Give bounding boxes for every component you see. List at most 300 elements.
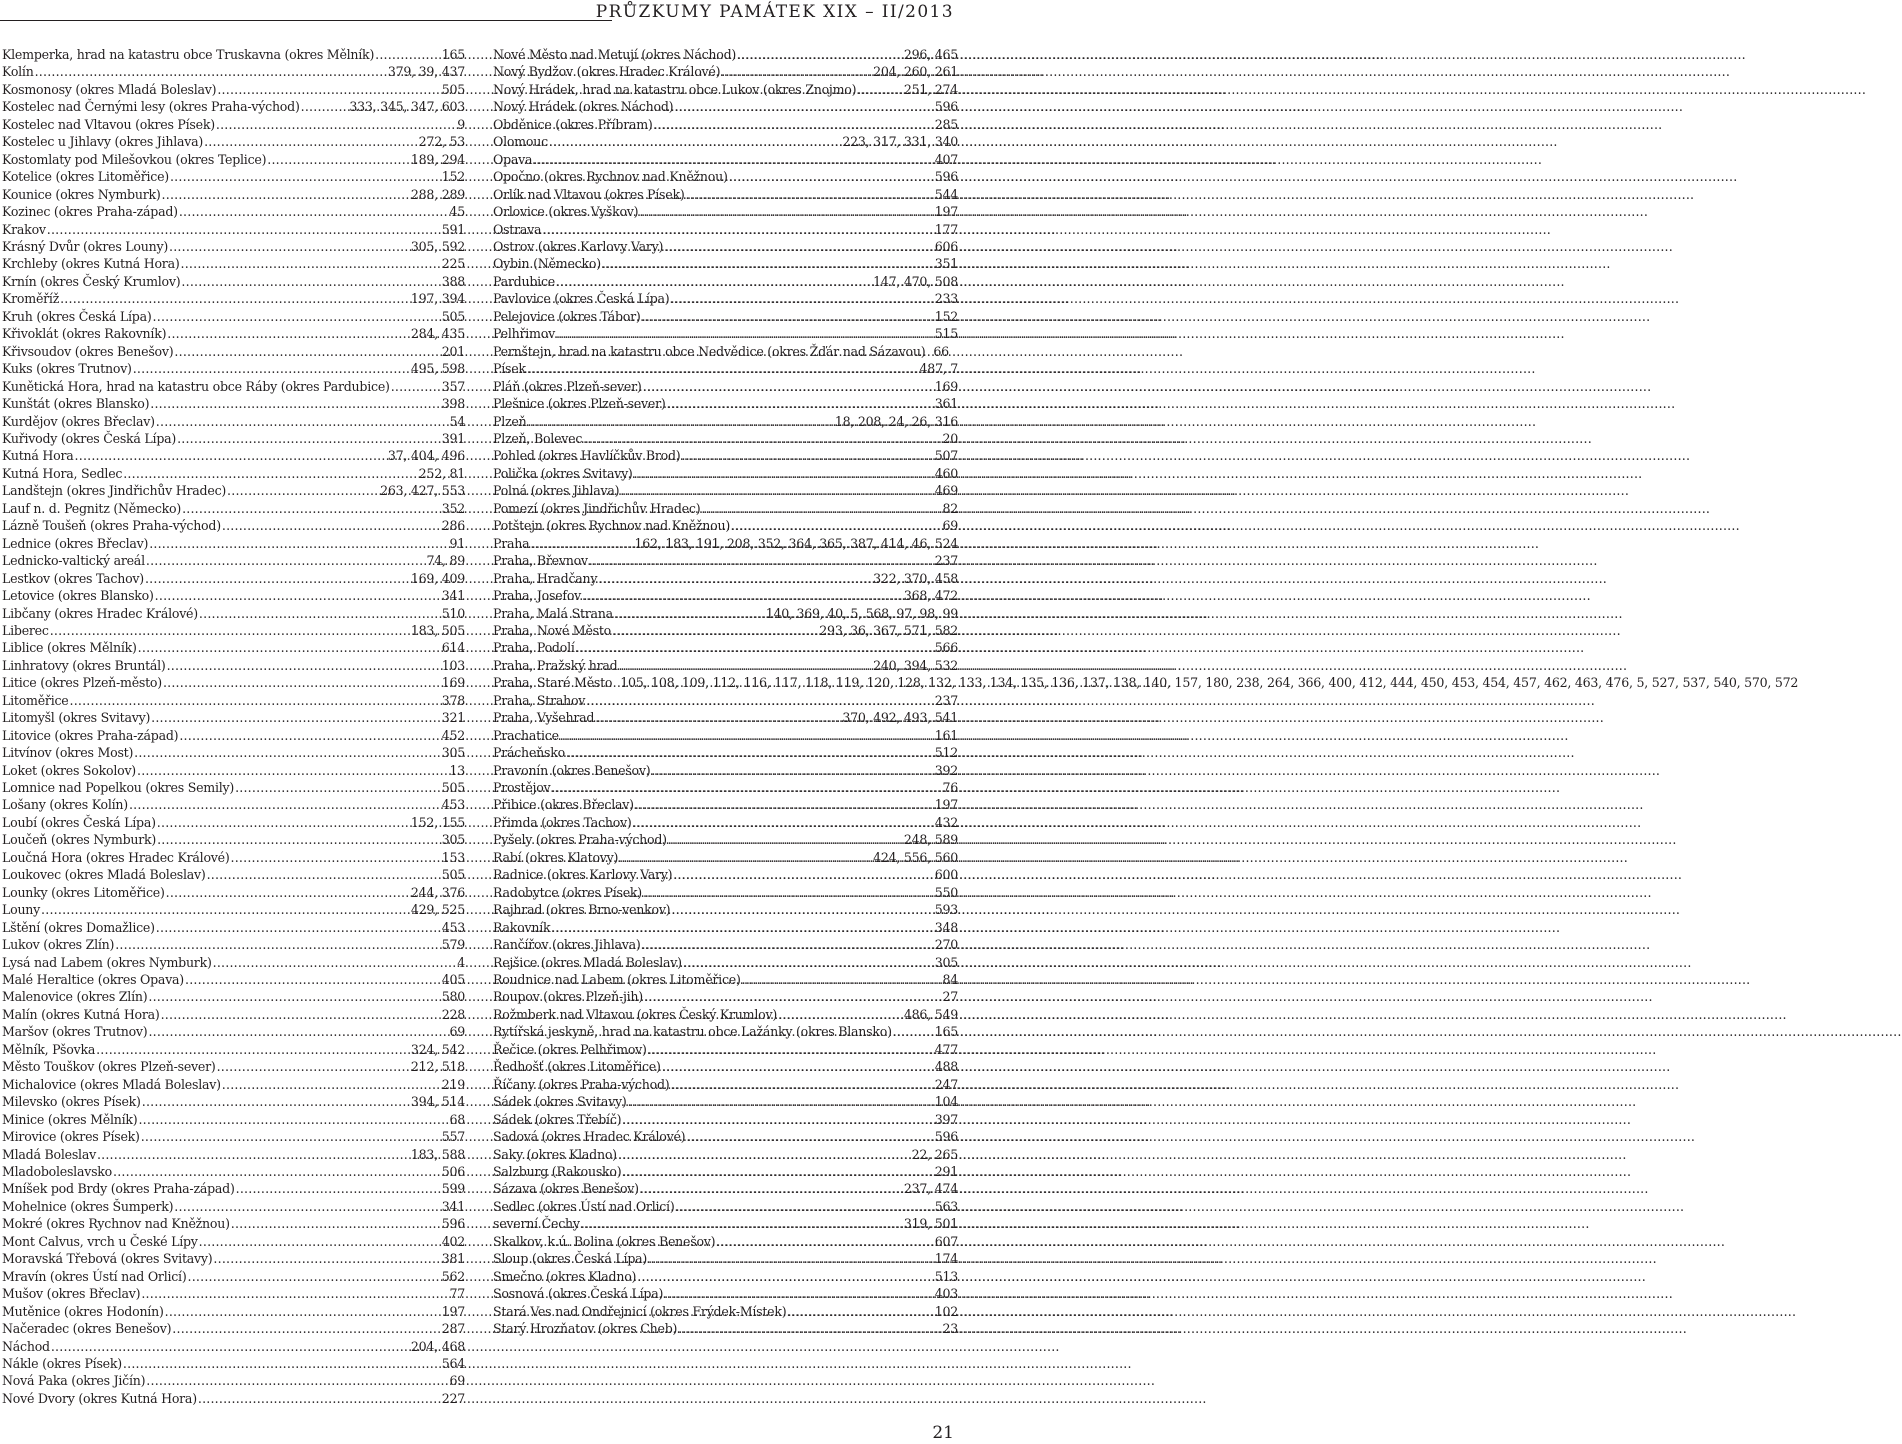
dot-leader (683, 954, 934, 971)
place-name: Rožmberk nad Vltavou (okres Český Krumlov) (493, 1006, 777, 1022)
place-name: Přibice (okres Břeclav) (493, 797, 634, 813)
dot-leader (115, 936, 441, 953)
place-name: Sádek (okres Třebíč) (493, 1111, 622, 1127)
index-entry (2, 308, 465, 325)
page-references: 165 (934, 1024, 958, 1040)
place-name: Saky (okres Kladno) (493, 1146, 617, 1162)
index-entry (493, 674, 1799, 691)
dot-leader (179, 203, 449, 220)
place-name: Kruh (okres Česká Lípa) (2, 308, 152, 324)
place-name: Nová Paka (okres Jičín) (2, 1373, 146, 1389)
place-name: Plzeň (493, 413, 527, 429)
index-entry (2, 762, 465, 779)
index-entry (493, 762, 958, 779)
dot-leader (137, 762, 448, 779)
dot-leader (123, 465, 417, 482)
page-references: 487, 7 (919, 361, 958, 377)
index-entry (2, 535, 465, 552)
place-name: Liblice (okres Mělník) (2, 640, 137, 656)
index-entry (493, 1076, 958, 1093)
place-name: Lázně Toušeň (okres Praha-východ) (2, 518, 221, 534)
dot-leader (640, 1180, 903, 1197)
page-references: 169 (441, 675, 465, 691)
dot-leader (619, 849, 872, 866)
place-name: Liberec (2, 622, 49, 638)
place-name: Kounice (okres Nymburk) (2, 186, 161, 202)
place-name: Rejšice (okres Mladá Boleslav) (493, 954, 682, 970)
page-references: 105, 108, 109, 112, 116, 117, 118, 119, 120, 128, 132, 133, 134, 135, 136, 137, 138, 140, 157, 180, 238, 264, 366, 400, 412, 444, 450, 453, 454, 457, 462, 463, 476, 5, 527, 537, 540, 570, 572 (620, 675, 1799, 691)
index-entry (2, 1233, 465, 1250)
page-references: 9 (457, 116, 465, 132)
place-name: Rakovník (493, 919, 551, 935)
dot-leader (556, 325, 934, 342)
index-entry (493, 779, 958, 796)
page-references: 564 (441, 1355, 465, 1371)
page-references: 305 (441, 832, 465, 848)
place-name: Mladoboleslavsko (2, 1164, 112, 1179)
index-entry (493, 814, 958, 831)
place-name: Lestkov (okres Tachov) (2, 570, 144, 586)
page-references: 147, 470, 508 (873, 273, 958, 289)
place-name: Sosnová (okres Česká Lípa) (493, 1286, 664, 1302)
dot-leader (778, 1006, 903, 1023)
page-references: 204, 260, 261 (873, 64, 958, 80)
page-references: 351 (934, 256, 958, 272)
place-name: Letovice (okres Blansko) (2, 588, 154, 604)
dot-leader (199, 1233, 441, 1250)
index-entry (2, 1146, 465, 1163)
index-entry (493, 570, 958, 587)
dot-leader (662, 1058, 934, 1075)
index-entry (2, 1128, 465, 1145)
dot-leader (153, 308, 441, 325)
place-name: Kolín (2, 64, 34, 80)
dot-leader (742, 971, 942, 988)
page-references: 183, 588 (410, 1146, 465, 1162)
place-name: Moravská Třebová (okres Svitavy) (2, 1251, 213, 1267)
page-references: 505 (441, 81, 465, 97)
index-entry (2, 1372, 465, 1389)
page-references: 284, 435 (410, 326, 465, 342)
dot-leader (216, 116, 456, 133)
place-name: Načeradec (okres Benešov) (2, 1321, 172, 1337)
place-name: Praha, Vyšehrad (493, 710, 595, 726)
index-entry (2, 1320, 465, 1337)
page-references: 76 (942, 780, 958, 796)
place-name: Kozinec (okres Praha-západ) (2, 204, 178, 220)
dot-leader (149, 535, 448, 552)
dot-leader (96, 1041, 410, 1058)
page-references: 398 (441, 396, 465, 412)
index-entry (493, 273, 958, 290)
page-references: 153 (441, 849, 465, 865)
place-name: Nový Hrádek, hrad na katastru obce Lukov (okres Znojmo) (493, 81, 857, 97)
index-entry (493, 168, 958, 185)
page-references: 305 (934, 954, 958, 970)
page-references: 20 (942, 430, 958, 446)
index-entry (2, 605, 465, 622)
dot-leader (678, 1320, 941, 1337)
place-name: Plešnice (okres Plzeň-sever) (493, 396, 666, 412)
page-references: 162, 183, 191, 208, 352, 364, 365, 387, 414, 46, 524 (634, 535, 958, 551)
place-name: Praha, Staré Město (493, 675, 613, 691)
index-entry (493, 98, 958, 115)
index-entry (2, 1076, 465, 1093)
place-name: Kostelec nad Černými lesy (okres Praha-východ) (2, 99, 300, 115)
place-name: Praha, Malá Strana (493, 605, 613, 621)
dot-leader (628, 1093, 934, 1110)
page-references: 407 (934, 151, 958, 167)
dot-leader (530, 535, 633, 552)
index-entry (493, 1180, 958, 1197)
dot-leader (527, 413, 833, 430)
page-references: 341 (441, 1198, 465, 1214)
page-references: 381 (441, 1251, 465, 1267)
index-entry (493, 936, 958, 953)
place-name: Kostomlaty pod Milešovkou (okres Teplice) (2, 151, 267, 167)
page-references: 287 (441, 1321, 465, 1337)
index-entry (2, 866, 465, 883)
index-entry (493, 1320, 958, 1337)
index-entry (493, 884, 958, 901)
page-references: 68 (449, 1111, 465, 1127)
index-entry (2, 831, 465, 848)
place-name: Pravonín (okres Benešov) (493, 762, 651, 778)
page-references: 169 (934, 378, 958, 394)
dot-leader (576, 639, 934, 656)
place-name: Kostelec nad Vltavou (okres Písek) (2, 116, 215, 132)
index-entry (2, 814, 465, 831)
page-references: 319, 501 (903, 1216, 958, 1232)
page-references: 272, 53 (418, 134, 465, 150)
dot-leader (560, 727, 934, 744)
place-name: Rajhrad (okres Brno-venkov) (493, 902, 671, 918)
index-column-right (493, 46, 1799, 1338)
index-entry (493, 151, 958, 168)
page-references: 270 (934, 937, 958, 953)
index-entry (493, 186, 958, 203)
page-references: 204, 468 (410, 1338, 465, 1354)
dot-leader (643, 884, 934, 901)
index-entry (493, 1215, 958, 1232)
place-name: Praha, Strahov (493, 692, 586, 708)
place-name: Pomezí (okres Jindřichův Hradec) (493, 500, 701, 516)
dot-leader (667, 395, 934, 412)
index-entry (2, 1180, 465, 1197)
place-name: Roupov (okres Plzeň-jih) (493, 989, 643, 1005)
dot-leader (217, 81, 440, 98)
index-entry (493, 500, 958, 517)
place-name: Plzeň, Bolevec (493, 430, 583, 446)
page-references: 352 (441, 500, 465, 516)
place-name: Kosmonosy (okres Mladá Boleslav) (2, 81, 217, 97)
index-entry (493, 849, 958, 866)
place-name: Praha, Podolí (493, 640, 575, 656)
page-references: 165 (441, 47, 465, 62)
index-entry (2, 447, 465, 464)
place-name: severní Čechy (493, 1216, 580, 1232)
index-entry (493, 1303, 958, 1320)
page-references: 152 (934, 308, 958, 324)
page-references: 394, 514 (410, 1094, 465, 1110)
index-entry (2, 116, 465, 133)
place-name: Loket (okres Sokolov) (2, 762, 136, 778)
index-entry (2, 971, 465, 988)
index-entry (2, 413, 465, 430)
journal-title: PRŮZKUMY PAMÁTEK XIX – II/2013 (595, 2, 954, 22)
index-entry (493, 605, 958, 622)
index-entry (2, 430, 465, 447)
page-references: 84 (942, 972, 958, 988)
place-name: Lomnice nad Popelkou (okres Semily) (2, 780, 235, 796)
page-references: 505 (441, 308, 465, 324)
index-entry (493, 413, 958, 430)
place-name: Lednice (okres Břeclav) (2, 535, 149, 551)
index-entry (493, 63, 958, 80)
index-entry (493, 1058, 958, 1075)
place-name: Ředhošť (okres Litoměřice) (493, 1059, 661, 1075)
index-entry (493, 447, 958, 464)
place-name: Mušov (okres Břeclav) (2, 1286, 141, 1302)
dot-leader (375, 46, 441, 63)
page-references: 391 (441, 430, 465, 446)
dot-leader (267, 151, 410, 168)
page-references: 177 (934, 221, 958, 237)
dot-leader (620, 482, 933, 499)
page-references: 189, 294 (410, 151, 465, 167)
dot-leader (639, 203, 933, 220)
page-references: 69 (942, 518, 958, 534)
dot-leader (157, 814, 410, 831)
place-name: Kuřivody (okres Česká Lípa) (2, 430, 177, 446)
place-name: Malenovice (okres Zlín) (2, 989, 148, 1005)
dot-leader (670, 1076, 933, 1093)
dot-leader (134, 744, 441, 761)
place-name: Mělník, Pšovka (2, 1041, 96, 1057)
page-references: 378 (441, 692, 465, 708)
place-name: Pelejovice (okres Tábor) (493, 308, 641, 324)
page-references: 403 (934, 1286, 958, 1302)
dot-leader (172, 1320, 440, 1337)
page-references: 247 (934, 1076, 958, 1092)
page-references: 453 (441, 919, 465, 935)
index-entry (2, 570, 465, 587)
place-name: Litvínov (okres Most) (2, 745, 134, 761)
dot-leader (174, 343, 440, 360)
index-entry (2, 186, 465, 203)
page-references: 252, 81 (418, 465, 465, 481)
place-name: Nový Hrádek (okres Náchod) (493, 99, 674, 115)
place-name: Praha (493, 535, 530, 551)
dot-leader (213, 1250, 440, 1267)
place-name: Sázava (okres Benešov) (493, 1181, 639, 1197)
page-references: 606 (934, 238, 958, 254)
page-references: 566 (934, 640, 958, 656)
place-name: Opočno (okres Rychnov nad Kněžnou) (493, 169, 728, 185)
place-name: Klemperka, hrad na katastru obce Truskavna (okres Mělník) (2, 47, 375, 62)
index-entry (493, 1041, 958, 1058)
index-entry (2, 1250, 465, 1267)
page-references: 432 (934, 814, 958, 830)
index-entry (2, 901, 465, 918)
dot-leader (185, 971, 441, 988)
index-entry (2, 203, 465, 220)
page-references: 505 (441, 867, 465, 883)
place-name: Písek (493, 361, 526, 377)
index-entry (493, 535, 958, 552)
page-references: 563 (934, 1198, 958, 1214)
dot-leader (686, 186, 934, 203)
index-entry (2, 1285, 465, 1302)
page-references: 197 (441, 1303, 465, 1319)
dot-leader (533, 151, 933, 168)
dot-leader (664, 1285, 934, 1302)
place-name: Pláň (okres Plzeň-sever) (493, 378, 642, 394)
index-entry (2, 500, 465, 517)
page-references: 495, 598 (410, 361, 465, 377)
index-entry (2, 919, 465, 936)
dot-leader (156, 919, 441, 936)
page-references: 54 (449, 413, 465, 429)
dot-leader (586, 692, 934, 709)
dot-leader (893, 1023, 934, 1040)
dot-leader (156, 413, 449, 430)
dot-leader (787, 1303, 933, 1320)
dot-leader (642, 936, 934, 953)
place-name: Kostelec u Jihlavy (okres Jihlava) (2, 134, 204, 150)
dot-leader (148, 1023, 448, 1040)
place-name: Krnín (okres Český Krumlov) (2, 273, 181, 289)
index-entry (2, 221, 465, 238)
dot-leader (69, 692, 440, 709)
page-references: 488 (934, 1059, 958, 1075)
place-name: Rytířská jeskyně, hrad na katastru obce Lažánky (okres Blansko) (493, 1024, 892, 1040)
index-entry (493, 1093, 958, 1110)
place-name: Salzburg (Rakousko) (493, 1164, 622, 1179)
page-references: 507 (934, 448, 958, 464)
page-references: 321 (441, 710, 465, 726)
dot-leader (731, 517, 941, 534)
dot-leader (146, 552, 426, 569)
dot-leader (182, 500, 441, 517)
place-name: Křivoklát (okres Rakovník) (2, 326, 167, 342)
dot-leader (737, 46, 903, 63)
dot-leader (199, 605, 441, 622)
place-name: Mutěnice (okres Hodonín) (2, 1303, 164, 1319)
index-entry (493, 255, 958, 272)
dot-leader (161, 1006, 441, 1023)
index-entry (2, 517, 465, 534)
page-references: 513 (934, 1268, 958, 1284)
page-number: 21 (932, 1423, 954, 1443)
place-name: Pavlovice (okres Česká Lípa) (493, 291, 670, 307)
place-name: Praha, Nové Město (493, 622, 612, 638)
place-name: Oybin (Německo) (493, 256, 601, 272)
dot-leader (146, 1372, 448, 1389)
dot-leader (181, 273, 440, 290)
index-entry (493, 866, 958, 883)
page-references: 174 (934, 1251, 958, 1267)
index-entry (493, 517, 958, 534)
dot-leader (644, 988, 942, 1005)
page-references: 233 (934, 291, 958, 307)
index-entry (493, 1233, 958, 1250)
index-entry (2, 98, 465, 115)
place-name: Lošany (okres Kolín) (2, 797, 128, 813)
index-entry (2, 1041, 465, 1058)
index-entry (493, 360, 958, 377)
page-references: 22, 265 (911, 1146, 958, 1162)
page-references: 460 (934, 465, 958, 481)
dot-leader (857, 81, 903, 98)
place-name: Mohelnice (okres Šumperk) (2, 1198, 174, 1214)
dot-leader (618, 1146, 911, 1163)
place-name: Linhratovy (okres Bruntál) (2, 657, 166, 673)
dot-leader (142, 1093, 410, 1110)
dot-leader (643, 378, 934, 395)
index-entry (493, 1250, 958, 1267)
page-references: 580 (441, 989, 465, 1005)
dot-leader (231, 1215, 441, 1232)
page-references: 77 (449, 1286, 465, 1302)
page-references: 244, 376 (410, 884, 465, 900)
page-references: 392 (934, 762, 958, 778)
page-references: 291 (934, 1164, 958, 1179)
index-entry (2, 1268, 465, 1285)
index-entry (2, 1198, 465, 1215)
index-entry (493, 988, 958, 1005)
index-entry (2, 255, 465, 272)
page-references: 614 (441, 640, 465, 656)
page-references: 370, 492, 493, 541 (842, 710, 958, 726)
index-entry (2, 273, 465, 290)
place-name: Lednicko-valtický areál (2, 553, 145, 569)
dot-leader (527, 360, 919, 377)
index-entry (2, 1058, 465, 1075)
index-entry (2, 395, 465, 412)
dot-leader (612, 622, 818, 639)
page-references: 405 (441, 972, 465, 988)
index-entry (2, 1006, 465, 1023)
page-references: 288, 289 (410, 186, 465, 202)
page-references: 515 (934, 326, 958, 342)
page-references: 248, 589 (903, 832, 958, 848)
dot-leader (686, 1128, 933, 1145)
page-references: 596 (934, 1129, 958, 1145)
page-references: 550 (934, 884, 958, 900)
place-name: Pyšely (okres Praha-východ) (493, 832, 667, 848)
dot-leader (676, 1198, 934, 1215)
index-entry (493, 482, 958, 499)
index-entry (2, 63, 465, 80)
index-entry (493, 46, 958, 63)
place-name: Kuks (okres Trutnov) (2, 361, 132, 377)
dot-leader (551, 919, 933, 936)
page-references: 223, 317, 331, 340 (842, 134, 958, 150)
index-entry (2, 482, 465, 499)
index-entry (2, 936, 465, 953)
page-references: 251, 274 (903, 81, 958, 97)
place-name: Opava (493, 151, 533, 167)
dot-leader (671, 901, 933, 918)
dot-leader (589, 552, 934, 569)
page-references: 510 (441, 605, 465, 621)
place-name: Kroměříž (2, 291, 60, 307)
index-entry (493, 133, 958, 150)
page-references: 212, 518 (410, 1059, 465, 1075)
place-name: Prostějov (493, 780, 551, 796)
place-name: Přimda (okres Tachov) (493, 814, 632, 830)
